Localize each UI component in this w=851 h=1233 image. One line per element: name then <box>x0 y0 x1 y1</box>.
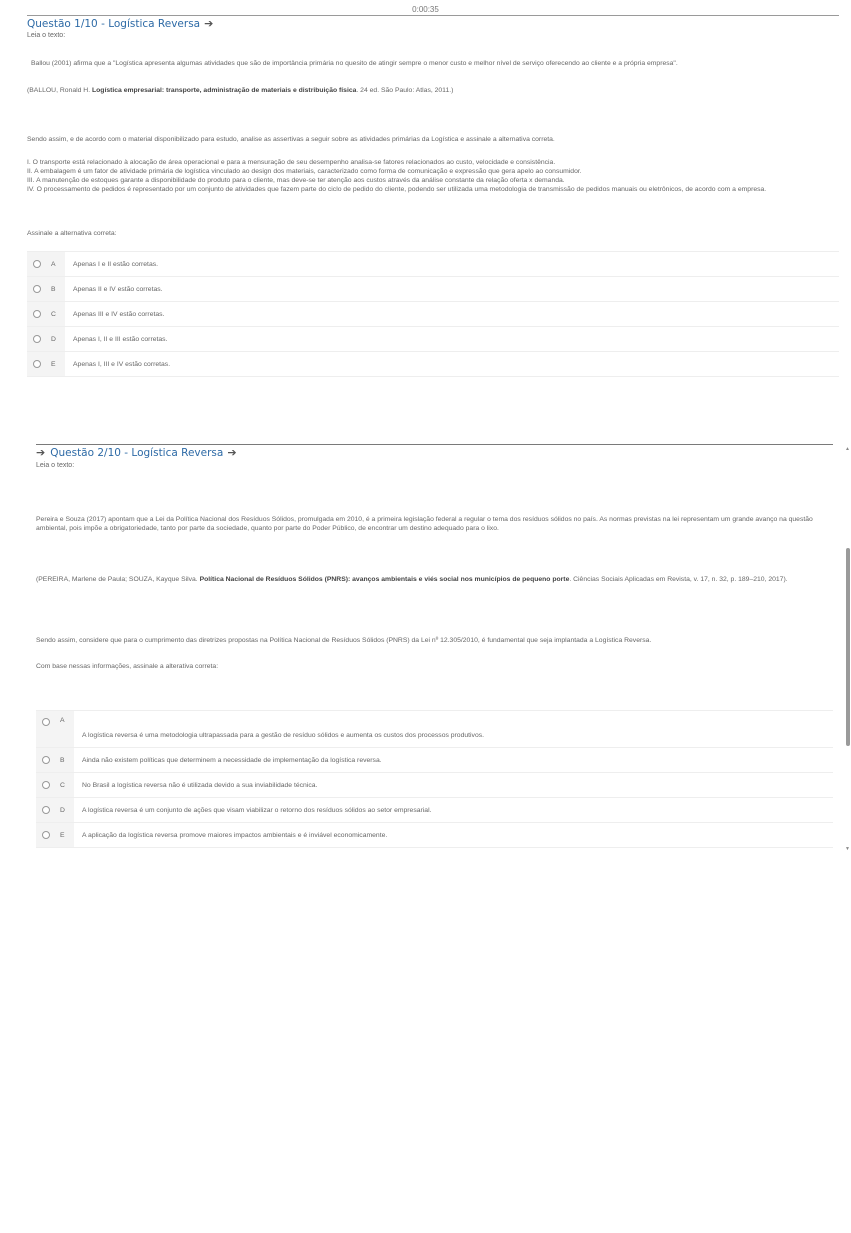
q2-reference <box>36 575 831 584</box>
q1-assertion-1: I. O transporte está relacionado à alocação de área operacional e para a mensuração de seu desempenho analisa-se fatores relacionados ao custo, velocidade e consistência. <box>27 159 556 166</box>
question-2-title <box>36 446 237 459</box>
scrollbar-thumb[interactable] <box>846 548 850 746</box>
radio-button[interactable] <box>42 781 50 789</box>
next-arrow-icon[interactable]: ➔ <box>227 446 237 459</box>
option-letter: C <box>51 310 56 318</box>
header-rule <box>27 15 839 16</box>
q2-option-a-gutter <box>36 711 74 747</box>
q1-options <box>27 251 839 377</box>
q2-option-b[interactable] <box>36 747 833 772</box>
q2-ref-bold: Política Nacional de Resíduos Sólidos (PNRS): avanços ambientais e viés social nos municípios de pequeno porte <box>199 576 570 583</box>
q1-option-c[interactable] <box>27 301 839 326</box>
radio-button[interactable] <box>42 831 50 839</box>
scroll-up-icon[interactable]: ▲ <box>845 446 850 452</box>
option-letter: D <box>60 806 65 814</box>
q2-ref-post: . Ciências Sociais Aplicadas em Revista, v. 17, n. 32, p. 189–210, 2017). <box>569 576 788 583</box>
option-text: Apenas I, II e III estão corretas. <box>73 335 168 343</box>
q2-prompt: Sendo assim, considere que para o cumprimento das diretrizes propostas na Política Nacional de Resíduos Sólidos (PNRS) da Lei nº 12.305/2010, é fundamental que seja implantada a Logística Reversa. <box>36 637 652 644</box>
section-divider <box>36 444 833 445</box>
option-text: Apenas I, III e IV estão corretas. <box>73 360 171 368</box>
q2-quote: Pereira e Souza (2017) apontam que a Lei da Política Nacional dos Resíduos Sólidos, promulgada em 2010, é a primeira legislação federal a regular o tema dos resíduos sólidos no país. As normas previstas na lei representam um grande avanço na questão ambiental, pois impõe a obrigatoriedade, tanto por parte da sociedade, quanto por parte do Poder Público, de encontrar um destino adequado para o lixo. <box>36 516 813 532</box>
radio-button[interactable] <box>33 260 41 268</box>
q2-option-d[interactable] <box>36 797 833 822</box>
q1-instruction: Assinale a alternativa correta: <box>27 230 117 237</box>
question-1-title <box>27 17 213 30</box>
q2-options <box>36 710 833 848</box>
q1-reference <box>27 86 827 95</box>
q2-option-d-gutter <box>36 798 74 822</box>
q2-ref-pre: (PEREIRA, Marlene de Paula; SOUZA, Kayque Silva. <box>36 576 200 583</box>
q2-option-c[interactable] <box>36 772 833 797</box>
timer: 0:00:35 <box>412 5 439 14</box>
q2-option-a[interactable] <box>36 710 833 747</box>
q1-option-a-gutter <box>27 252 65 276</box>
radio-button[interactable] <box>42 718 50 726</box>
q1-option-b-gutter <box>27 277 65 301</box>
option-text: Apenas III e IV estão corretas. <box>73 310 165 318</box>
question-1-title-text: Questão 1/10 - Logística Reversa <box>27 18 201 30</box>
radio-button[interactable] <box>33 335 41 343</box>
q1-ref-post: . 24 ed. São Paulo: Atlas, 2011.) <box>356 87 454 94</box>
radio-button[interactable] <box>33 310 41 318</box>
q2-instruction: Com base nessas informações, assinale a alterativa correta: <box>36 663 219 670</box>
q2-option-e[interactable] <box>36 822 833 847</box>
option-letter: A <box>51 260 56 268</box>
radio-button[interactable] <box>42 806 50 814</box>
scroll-down-icon[interactable]: ▼ <box>845 846 850 852</box>
q1-option-d[interactable] <box>27 326 839 351</box>
q1-option-b[interactable] <box>27 276 839 301</box>
q1-quote: Ballou (2001) afirma que a "Logística apresenta algumas atividades que são de importância primária no quesito de atingir sempre o menor custo e melhor nível de serviço oferecendo ao cliente e a própria empresa". <box>31 60 678 67</box>
option-letter: A <box>60 717 65 724</box>
option-letter: E <box>51 360 56 368</box>
q1-ref-bold: Logística empresarial: transporte, administração de materiais e distribuição física <box>91 87 357 94</box>
option-letter: B <box>51 285 56 293</box>
radio-button[interactable] <box>33 285 41 293</box>
q2-option-e-gutter <box>36 823 74 847</box>
q2-option-b-gutter <box>36 748 74 772</box>
q1-assertion-3: III. A manutenção de estoques garante a disponibilidade do produto para o cliente, mas deve-se ter atenção aos custos através da análise constante da relação oferta x demanda. <box>27 177 565 184</box>
option-text: Apenas II e IV estão corretas. <box>73 285 163 293</box>
question-2-title-text: Questão 2/10 - Logística Reversa <box>50 447 224 459</box>
radio-button[interactable] <box>42 756 50 764</box>
q1-option-e[interactable] <box>27 351 839 376</box>
option-text: A logística reversa é uma metodologia ultrapassada para a gestão de resíduo sólidos e aumenta os custos dos processos produtivos. <box>82 732 485 739</box>
q1-assertion-4: IV. O processamento de pedidos é representado por um conjunto de atividades que fazem parte do ciclo de pedido do cliente, podendo ser utilizada uma metodologia de transmissão de pedidos manuais ou eletrônicos, de acordo com a empresa. <box>27 186 767 193</box>
q1-option-a[interactable] <box>27 251 839 276</box>
option-text: A aplicação da logística reversa promove maiores impactos ambientais e é inviável economicamente. <box>82 831 388 839</box>
q2-intro: Leia o texto: <box>36 462 75 469</box>
option-text: No Brasil a logística reversa não é utilizada devido a sua inviabilidade técnica. <box>82 781 318 789</box>
radio-button[interactable] <box>33 360 41 368</box>
option-text: Ainda não existem políticas que determinem a necessidade de implementação da logística reversa. <box>82 756 382 764</box>
q1-assertion-2: II. A embalagem é um fator de atividade primária de logística vinculado ao design dos materiais, caracterizado como forma de comunicação e expressão que gera apelo ao consumidor. <box>27 168 582 175</box>
q1-option-c-gutter <box>27 302 65 326</box>
q1-intro: Leia o texto: <box>27 32 66 39</box>
q2-option-c-gutter <box>36 773 74 797</box>
option-letter: D <box>51 335 56 343</box>
option-text: Apenas I e II estão corretas. <box>73 260 159 268</box>
q1-option-e-gutter <box>27 352 65 376</box>
option-text: A logística reversa é um conjunto de ações que visam viabilizar o retorno dos resíduos sólidos ao setor empresarial. <box>82 806 432 814</box>
prev-arrow-icon[interactable]: ➔ <box>36 446 46 459</box>
next-arrow-icon[interactable]: ➔ <box>204 17 214 30</box>
option-letter: B <box>60 756 65 764</box>
option-letter: E <box>60 831 65 839</box>
option-letter: C <box>60 781 65 789</box>
q1-prompt: Sendo assim, e de acordo com o material disponibilizado para estudo, analise as assertivas a seguir sobre as atividades primárias da Logística e assinale a alternativa correta. <box>27 136 555 143</box>
q1-ref-pre: (BALLOU, Ronald H. <box>27 87 92 94</box>
q1-option-d-gutter <box>27 327 65 351</box>
q1-assertions <box>27 158 832 194</box>
